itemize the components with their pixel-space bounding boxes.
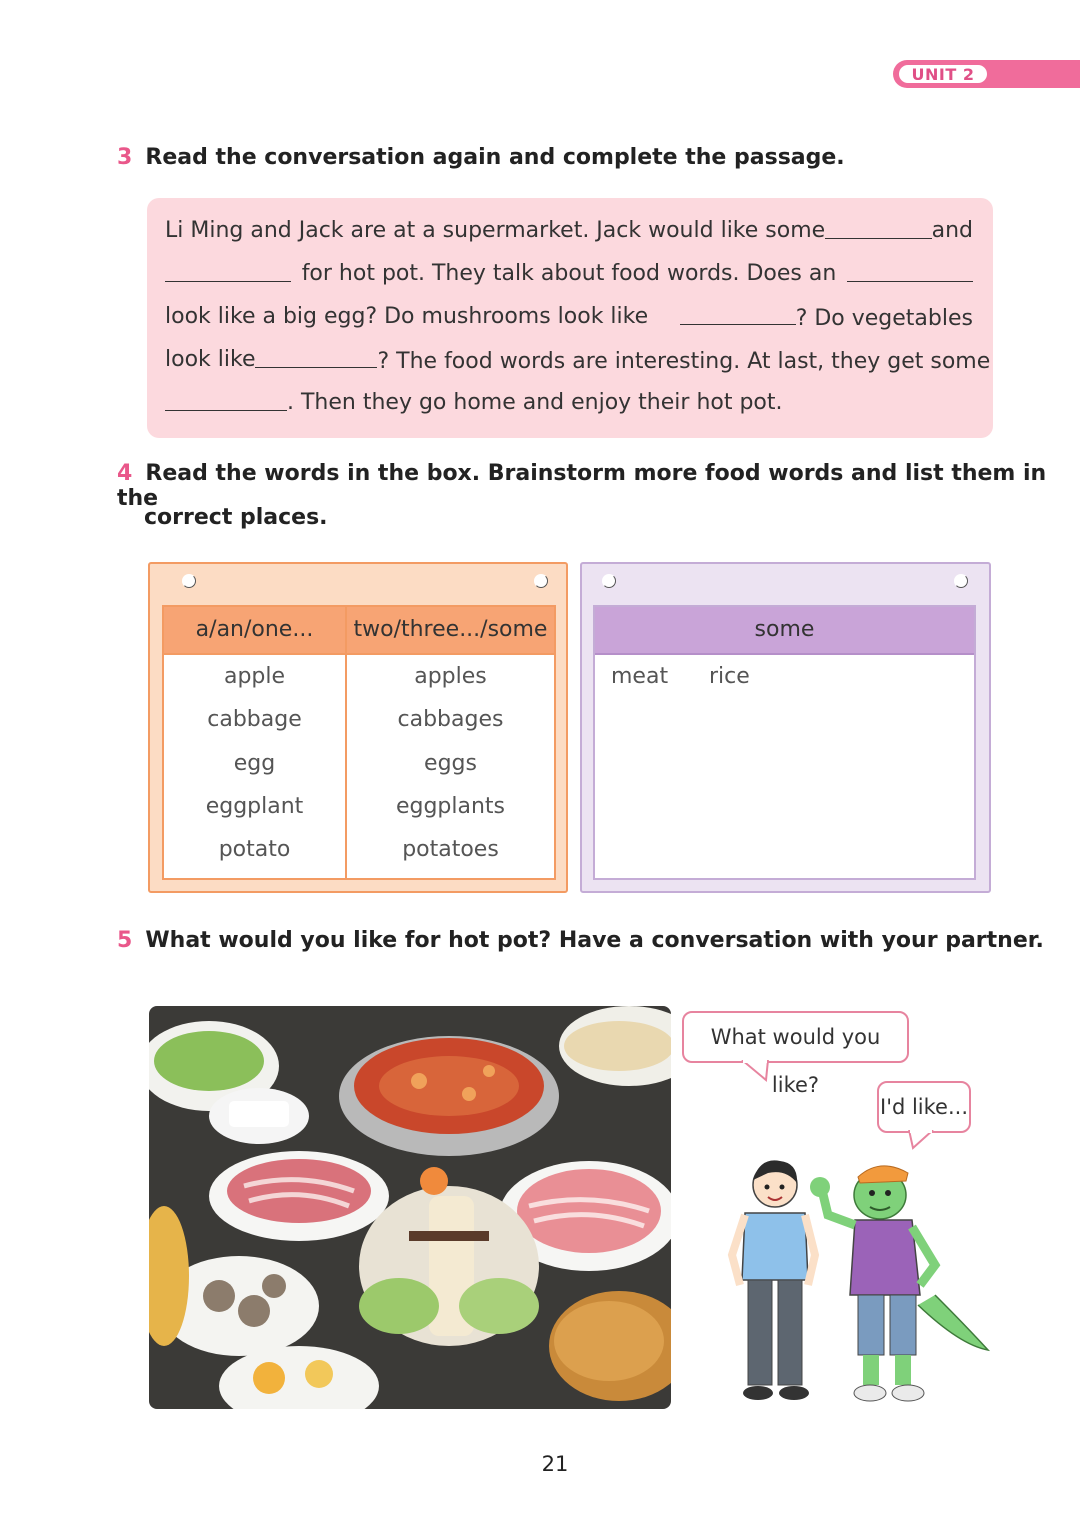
table-cell: eggs [424, 751, 477, 776]
exercise-3-instruction: Read the conversation again and complete the passage. [145, 145, 845, 170]
uncountable-table [593, 605, 976, 880]
table-cell: potatoes [402, 837, 499, 862]
table-cell: potato [218, 837, 291, 862]
uncountable-header: some [754, 617, 815, 642]
answer-blank[interactable] [165, 261, 291, 282]
exercise-4-number: 4 [117, 461, 133, 486]
passage-text: ? The food words are interesting. At last, they get some [377, 349, 991, 374]
passage-line-4 [165, 347, 991, 374]
bubble-tail [905, 1130, 939, 1150]
bubble-tail [740, 1060, 774, 1082]
characters-illustration [720, 1155, 1000, 1425]
answer-blank[interactable] [680, 304, 796, 325]
passage-text: . Then they go home and enjoy their hot pot. [287, 390, 783, 415]
countable-box [148, 562, 568, 893]
table-cell: meat [611, 664, 669, 689]
exercise-5-number: 5 [117, 928, 133, 953]
speech-bubble-question-text: What would you like? [710, 1025, 881, 1097]
ring-hole [954, 574, 968, 588]
table-cell: apples [414, 664, 487, 689]
page-number: 21 [541, 1452, 569, 1476]
exercise-4-instruction-cont: correct places. [144, 505, 328, 530]
exercise-3-heading [117, 145, 845, 170]
ring-hole [602, 574, 616, 588]
table-cell: cabbages [397, 707, 504, 732]
table-cell: eggplants [395, 794, 506, 819]
countable-table [162, 605, 556, 880]
passage-line-1 [165, 218, 973, 243]
speech-bubble-question [682, 1011, 909, 1097]
exercise-4-heading [117, 461, 1080, 511]
passage-line-2 [165, 261, 973, 286]
ring-hole [182, 574, 196, 588]
speech-bubble-answer [877, 1081, 971, 1133]
passage-text: look like a big egg? Do mushrooms look like [165, 304, 649, 329]
passage-text: and [931, 218, 973, 243]
answer-blank[interactable] [255, 347, 377, 368]
countable-header-plural: two/three.../some [353, 617, 548, 642]
passage-text: Li Ming and Jack are at a supermarket. Jack would like some [165, 218, 826, 243]
exercise-4-instruction: Read the words in the box. Brainstorm more food words and list them in the [117, 461, 1047, 511]
countable-header-singular: a/an/one... [195, 617, 314, 642]
unit-label: UNIT 2 [897, 63, 989, 85]
passage-text: look like [165, 347, 256, 372]
ring-hole [534, 574, 548, 588]
passage-text: ? Do vegetables [795, 306, 973, 331]
table-cell: rice [709, 664, 750, 689]
answer-blank[interactable] [847, 261, 973, 282]
passage-line-3 [165, 304, 973, 331]
exercise-5-heading [117, 928, 1044, 953]
table-cell: egg [233, 751, 276, 776]
exercise-5-instruction: What would you like for hot pot? Have a conversation with your partner. [145, 928, 1044, 953]
speech-bubble-answer-text: I'd like... [880, 1095, 968, 1119]
table-cell: apple [223, 664, 286, 689]
exercise-3-number: 3 [117, 145, 133, 170]
table-cell: cabbage [207, 707, 302, 732]
answer-blank[interactable] [825, 218, 931, 239]
table-cell: eggplant [205, 794, 304, 819]
answer-blank[interactable] [165, 390, 287, 411]
passage-text: for hot pot. They talk about food words. Does an [301, 261, 837, 286]
passage-box [147, 198, 993, 438]
passage-line-5 [165, 390, 973, 415]
uncountable-box [580, 562, 991, 893]
unit-tab [893, 60, 1080, 88]
hot-pot-photo [149, 1006, 671, 1409]
